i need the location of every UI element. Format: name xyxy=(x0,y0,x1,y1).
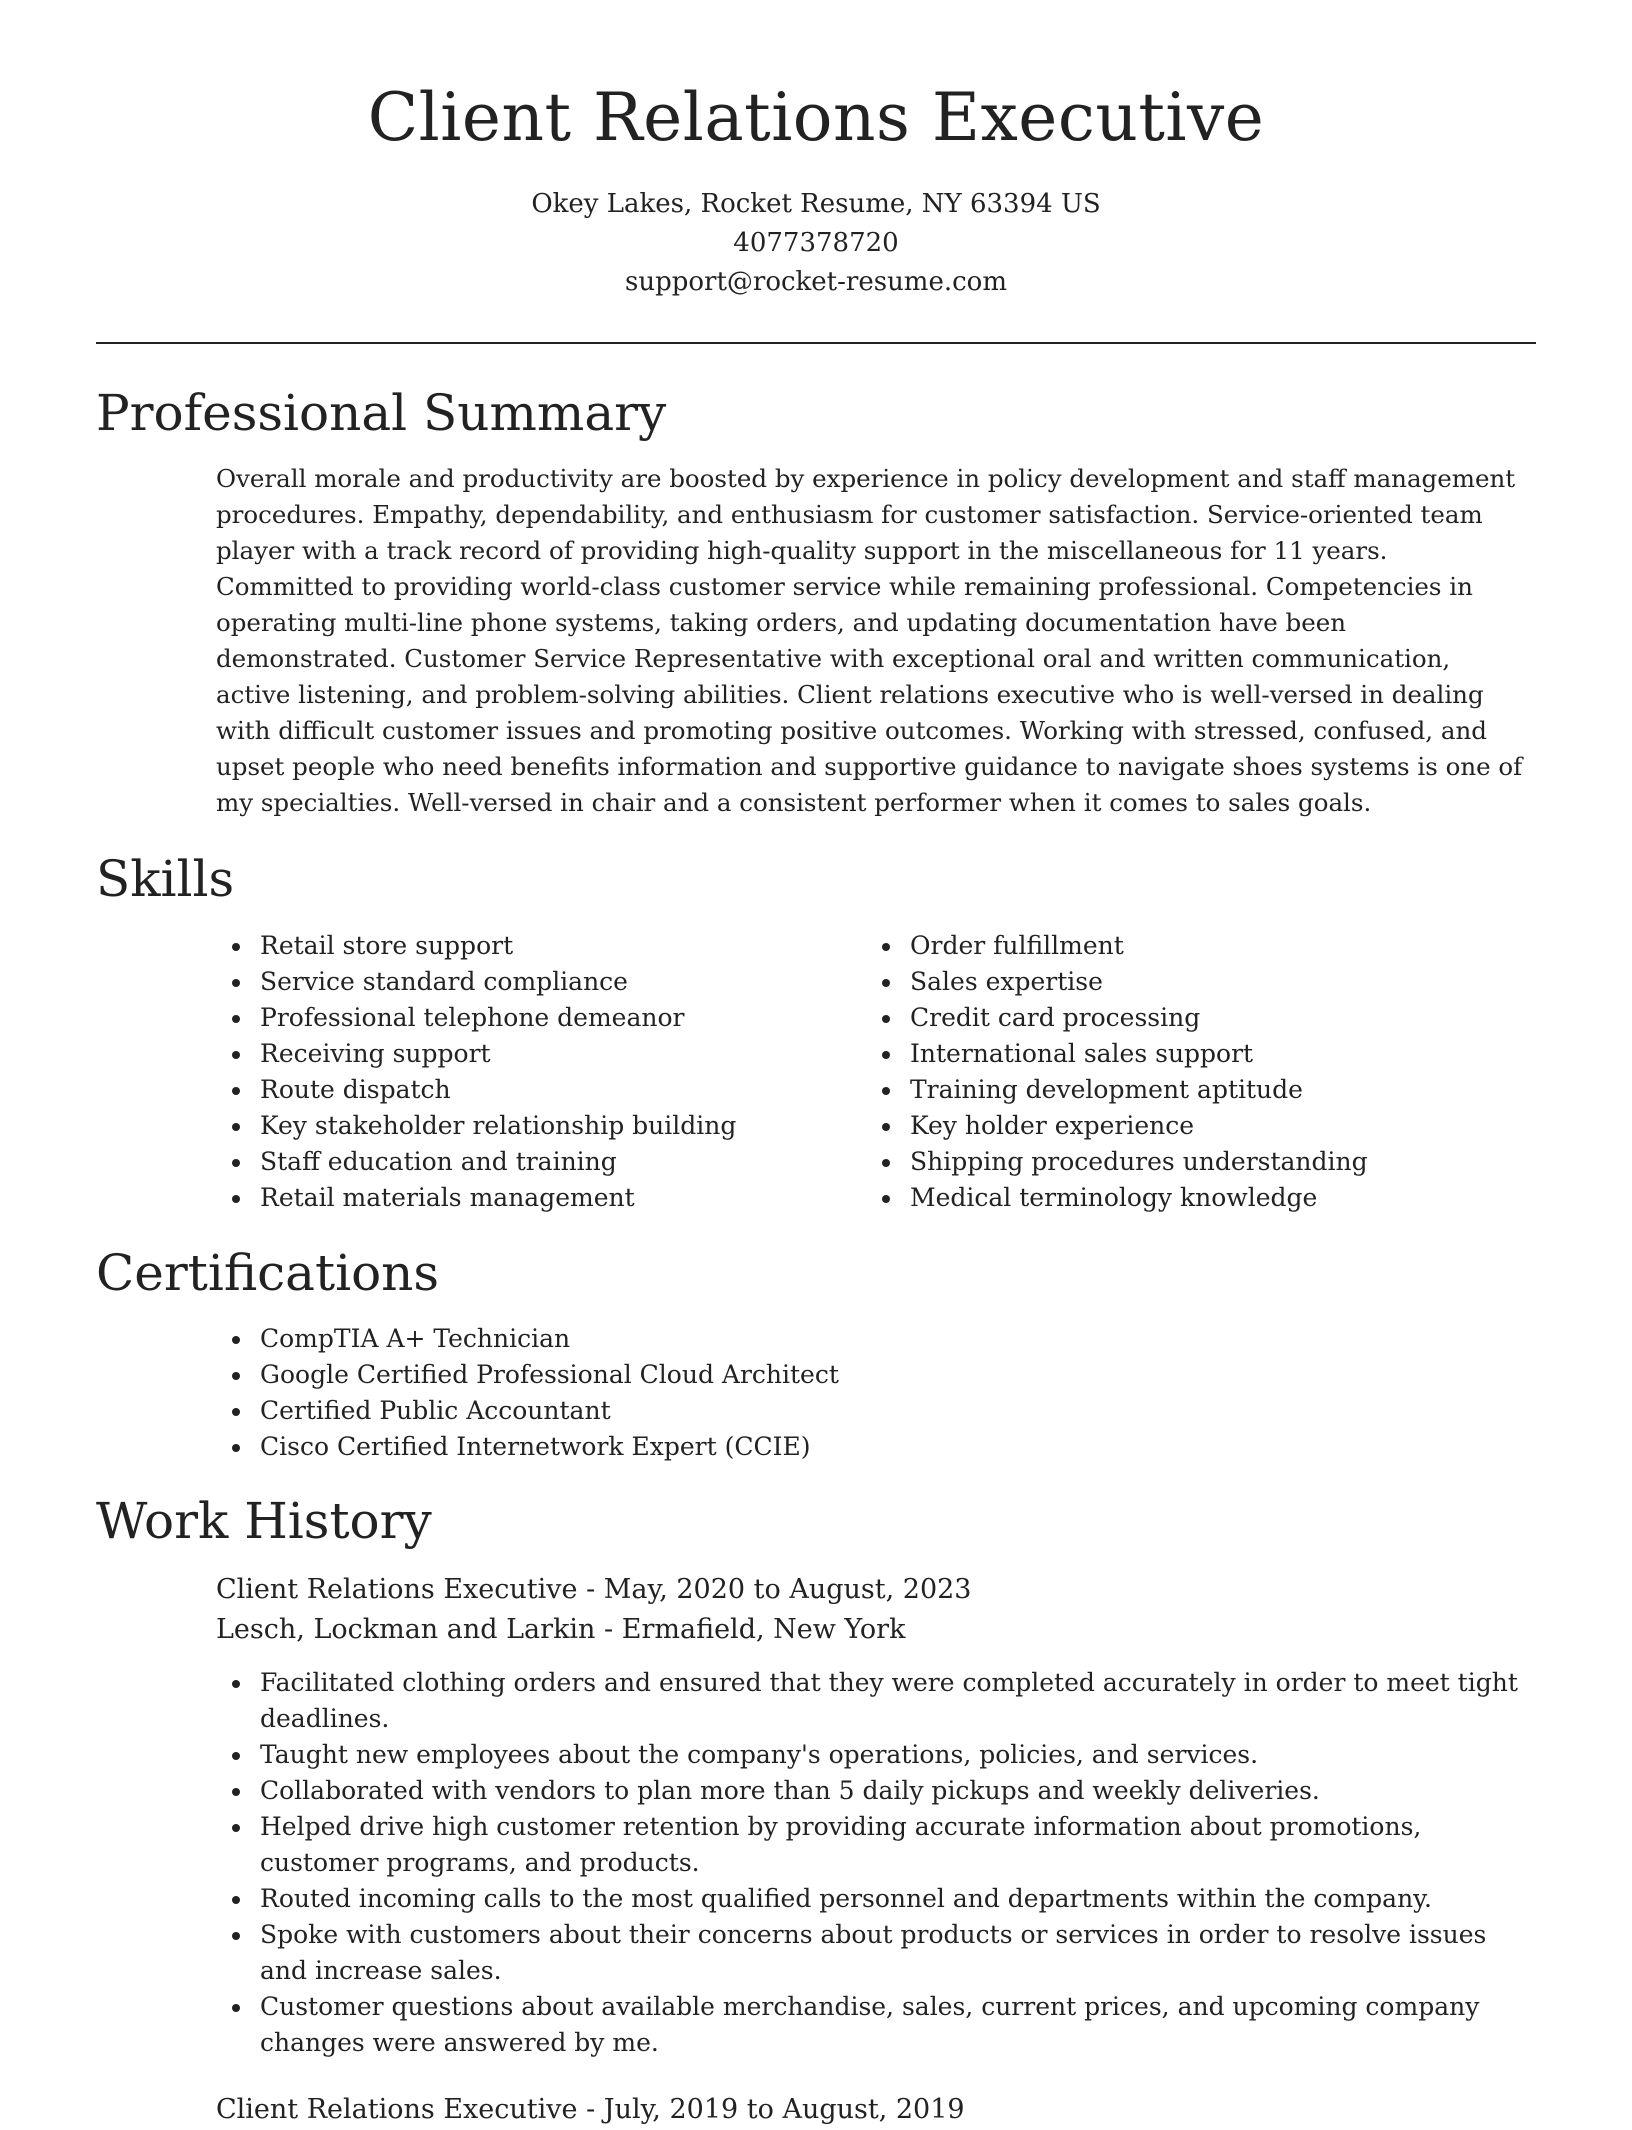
job-title: Client Relations Executive xyxy=(216,2094,578,2125)
responsibilities-list xyxy=(216,1665,1536,2061)
skill-item: Retail store support xyxy=(216,928,856,964)
work-history-heading: Work History xyxy=(96,1492,432,1550)
job-dates: May, 2020 to August, 2023 xyxy=(603,1574,972,1605)
skill-item: Order fulfillment xyxy=(866,928,1506,964)
skill-item: Key holder experience xyxy=(866,1108,1506,1144)
address: Okey Lakes, Rocket Resume, NY 63394 US xyxy=(531,188,1101,219)
phone: 4077378720 xyxy=(733,227,899,258)
skill-item: Medical terminology knowledge xyxy=(866,1180,1506,1216)
skill-item: Retail materials management xyxy=(216,1180,856,1216)
job-title-line xyxy=(216,1570,1536,1610)
job-entry xyxy=(216,2090,1536,2130)
responsibility-item: Routed incoming calls to the most qualified personnel and departments within the company. xyxy=(216,1881,1536,1917)
skill-item: Staff education and training xyxy=(216,1144,856,1180)
candidate-name: Client Relations Executive xyxy=(367,79,1265,156)
skills-list-left xyxy=(216,928,856,1216)
job-title: Client Relations Executive xyxy=(216,1574,578,1605)
skill-item: Credit card processing xyxy=(866,1000,1506,1036)
certification-item: Cisco Certified Internetwork Expert (CCIE) xyxy=(216,1429,1416,1465)
job-entry xyxy=(216,1570,1536,1650)
separator: - xyxy=(595,1614,622,1645)
responsibility-item: Collaborated with vendors to plan more than 5 daily pickups and weekly deliveries. xyxy=(216,1773,1536,1809)
header-divider xyxy=(96,342,1536,344)
skill-item: Shipping procedures understanding xyxy=(866,1144,1506,1180)
certifications-list xyxy=(216,1321,1416,1465)
skill-item: International sales support xyxy=(866,1036,1506,1072)
skills-heading: Skills xyxy=(96,850,235,908)
responsibility-item: Helped drive high customer retention by providing accurate information about promotions, customer programs, and products. xyxy=(216,1809,1536,1881)
skill-item: Key stakeholder relationship building xyxy=(216,1108,856,1144)
skill-item: Service standard compliance xyxy=(216,964,856,1000)
skill-item: Professional telephone demeanor xyxy=(216,1000,856,1036)
email: support@rocket-resume.com xyxy=(624,266,1007,297)
job-title-line xyxy=(216,2090,1536,2130)
skills-list-right xyxy=(866,928,1506,1216)
job-dates: July, 2019 to August, 2019 xyxy=(603,2094,965,2125)
certification-item: Google Certified Professional Cloud Architect xyxy=(216,1357,1416,1393)
responsibility-item: Customer questions about available merchandise, sales, current prices, and upcoming company changes were answered by me. xyxy=(216,1989,1536,2061)
job-location: Ermafield, New York xyxy=(621,1614,906,1645)
responsibility-item: Spoke with customers about their concerns about products or services in order to resolve issues and increase sales. xyxy=(216,1917,1536,1989)
summary-text: Overall morale and productivity are boosted by experience in policy development and staff management procedures. Empathy, dependability, and enthusiasm for customer satisfaction. Service-oriented team player with a track record of providing high-quality support in the miscellaneous for 11 years. Committed to providing world-class customer service while remaining professional. Competencies in operating multi-line phone systems, taking orders, and updating documentation have been demonstrated. Customer Service Representative with exceptional oral and written communication, active listening, and problem-solving abilities. Client relations executive who is well-versed in dealing with difficult customer issues and promoting positive outcomes. Working with stressed, confused, and upset people who need benefits information and supportive guidance to navigate shoes systems is one of my specialties. Well-versed in chair and a consistent performer when it comes to sales goals. xyxy=(216,464,1523,817)
separator: - xyxy=(577,2094,604,2125)
certifications-heading: Certifications xyxy=(96,1244,440,1302)
skill-item: Route dispatch xyxy=(216,1072,856,1108)
resume-header xyxy=(0,0,1632,302)
skill-item: Sales expertise xyxy=(866,964,1506,1000)
job-company: Lesch, Lockman and Larkin xyxy=(216,1614,596,1645)
summary-heading: Professional Summary xyxy=(96,384,667,442)
job-company-line xyxy=(216,1610,1536,1650)
certification-item: Certified Public Accountant xyxy=(216,1393,1416,1429)
contact-info xyxy=(0,185,1632,302)
certification-item: CompTIA A+ Technician xyxy=(216,1321,1416,1357)
skill-item: Training development aptitude xyxy=(866,1072,1506,1108)
responsibility-item: Facilitated clothing orders and ensured that they were completed accurately in order to meet tight deadlines. xyxy=(216,1665,1536,1737)
skill-item: Receiving support xyxy=(216,1036,856,1072)
responsibility-item: Taught new employees about the company's operations, policies, and services. xyxy=(216,1737,1536,1773)
separator: - xyxy=(577,1574,604,1605)
